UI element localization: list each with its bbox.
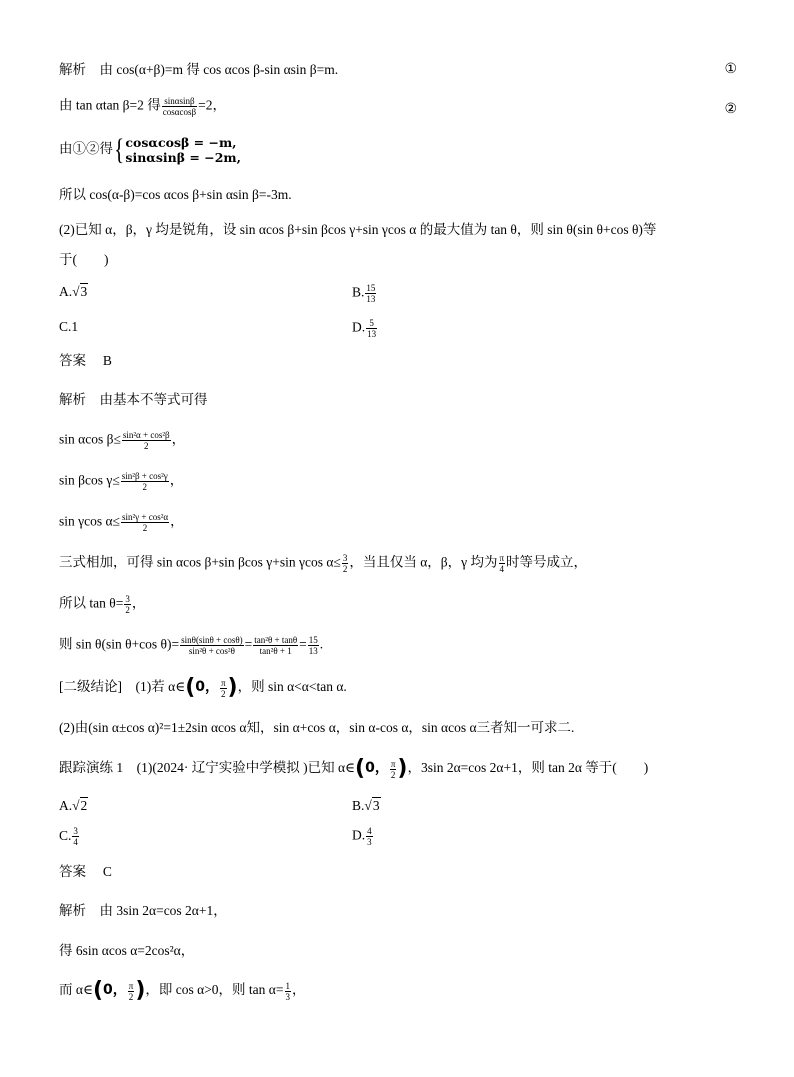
sqrt: √3 xyxy=(72,284,88,299)
answer-label: 答案 xyxy=(59,353,86,368)
numerator: sinθ(sinθ + cosθ) xyxy=(181,635,243,645)
text: 0， xyxy=(365,760,389,777)
option-c: C.1 xyxy=(59,319,79,334)
numerator: 15 xyxy=(308,635,318,645)
system-eq-2: sinαsinβ = −2m, xyxy=(125,149,242,165)
numerator: 4 xyxy=(367,826,372,836)
numerator: 1 xyxy=(285,980,290,991)
text: (1)若 α∈ xyxy=(135,679,186,695)
answer-line xyxy=(59,352,754,370)
denominator: 3 xyxy=(285,991,290,1002)
conclusion-label: [二级结论] xyxy=(59,679,122,695)
numerator: 5 xyxy=(366,318,377,329)
fraction xyxy=(121,512,169,533)
exercise-options-row-1 xyxy=(59,797,754,815)
text: 而 α∈ xyxy=(59,982,93,998)
solution-label: 解析 xyxy=(59,903,86,918)
numerator: sin²γ + cos²α xyxy=(121,512,169,522)
text: sin γcos α≤ xyxy=(59,513,120,529)
denominator: 2 xyxy=(144,441,149,451)
fraction xyxy=(285,981,292,1002)
right-paren-icon: ) xyxy=(227,675,238,700)
left-paren-icon: ( xyxy=(185,675,196,700)
numerator: 3 xyxy=(342,553,348,563)
right-paren-icon: ) xyxy=(135,978,146,1003)
fraction xyxy=(390,759,397,780)
denominator: 13 xyxy=(366,294,376,304)
text: ， xyxy=(292,982,306,998)
text: 由 tan αtan β=2 得 xyxy=(59,97,161,113)
exercise-options-row-2 xyxy=(59,826,754,847)
fraction xyxy=(128,981,135,1002)
question-2-line-2: 于( ) xyxy=(59,252,109,267)
solution-text: 由 cos(α+β)=m 得 cos αcos β-sin αsin β=m. xyxy=(99,62,339,77)
sum-line xyxy=(59,553,754,574)
text: ，则 sin α<α<tan α. xyxy=(237,679,347,695)
radicand: 3 xyxy=(372,798,380,813)
numerator: 3 xyxy=(125,594,130,604)
numerator: sinαsinβ xyxy=(162,96,197,107)
text: 0， xyxy=(195,679,219,696)
denominator: 4 xyxy=(499,564,505,574)
denominator: 4 xyxy=(73,837,78,847)
option-c xyxy=(59,826,80,847)
option-d xyxy=(352,826,374,847)
numerator: 15 xyxy=(366,283,376,293)
denominator: 13 xyxy=(308,646,318,656)
conclusion-1-line xyxy=(59,677,754,699)
numerator: sin²β + cos²γ xyxy=(121,471,168,481)
numerator: π xyxy=(499,553,505,563)
conclusion-line: 所以 cos(α-β)=cos αcos β+sin αsin β=-3m. xyxy=(59,187,292,202)
option-d xyxy=(352,318,378,339)
sqrt: √2 xyxy=(72,798,88,813)
fraction xyxy=(72,826,79,847)
fraction xyxy=(365,283,376,304)
denominator: 2 xyxy=(125,605,130,615)
sqrt: √3 xyxy=(364,798,380,813)
option-label: A. xyxy=(59,798,73,813)
tan-line xyxy=(59,594,754,615)
text: 由①②得 xyxy=(59,141,113,156)
text: sin βcos γ≤ xyxy=(59,472,120,488)
solution-text: 由 3sin 2α=cos 2α+1， xyxy=(99,903,227,918)
option-a xyxy=(59,798,88,813)
fraction xyxy=(180,635,244,656)
result-line xyxy=(59,635,754,656)
text: 所以 tan θ= xyxy=(59,595,124,611)
solution-label: 解析 xyxy=(59,392,86,407)
equation-system xyxy=(125,135,241,165)
text: sin αcos β≤ xyxy=(59,431,121,447)
numerator: sin²α + cos²β xyxy=(122,430,170,440)
text: 跟踪演练 1 (1)(2024· 辽宁实验中学模拟 )已知 α∈ xyxy=(59,760,356,776)
right-paren-icon: ) xyxy=(397,756,408,781)
inequality-2 xyxy=(59,471,754,492)
text: ，3sin 2α=cos 2α+1，则 tan 2α 等于( ) xyxy=(407,760,649,776)
text: ，当且仅当 α，β，γ 均为 xyxy=(349,554,498,570)
inequality-1 xyxy=(59,430,754,451)
text: ， xyxy=(171,431,186,447)
denominator: sin²θ + cos²θ xyxy=(188,646,235,656)
denominator: 13 xyxy=(367,329,377,339)
fraction xyxy=(162,96,197,117)
answer-label: 答案 xyxy=(59,864,86,879)
option-label: D. xyxy=(352,827,366,843)
inequality-3 xyxy=(59,512,754,533)
denominator: tan²θ + 1 xyxy=(259,646,292,656)
option-label: C. xyxy=(59,827,72,843)
solution-line-2 xyxy=(59,96,754,117)
step-3-line xyxy=(59,980,754,1002)
system-eq-1: cosαcosβ = −m, xyxy=(125,134,237,150)
left-paren-icon: ( xyxy=(92,978,104,1003)
solution-label: 解析 xyxy=(59,62,86,77)
denominator: 2 xyxy=(142,482,148,492)
option-label: B. xyxy=(352,284,365,300)
fraction xyxy=(121,471,169,492)
fraction xyxy=(122,430,171,451)
denominator: 2 xyxy=(142,523,148,533)
system-line xyxy=(59,132,754,166)
text: ，即 cos α>0，则 tan α= xyxy=(145,982,284,998)
text: 0， xyxy=(103,982,127,999)
denominator: cosαcosβ xyxy=(162,107,197,117)
numerator: π xyxy=(221,677,226,688)
answer-2-line xyxy=(59,863,754,881)
left-paren-icon: ( xyxy=(355,756,366,781)
text: 三式相加，可得 sin αcos β+sin βcos γ+sin γcos α≤ xyxy=(59,554,341,570)
question-2-line-1: (2)已知 α，β，γ 均是锐角，设 sin αcos β+sin βcos γ+sin γcos α 的最大值为 tan θ，则 sin θ(sin θ+cos θ)等 xyxy=(59,222,657,237)
text: 时等号成立， xyxy=(506,554,588,570)
denominator: 3 xyxy=(367,837,372,847)
solution-line-1 xyxy=(59,61,754,79)
step-2-line: 得 6sin αcos α=2cos²α， xyxy=(59,943,195,958)
denominator: 2 xyxy=(221,688,226,699)
equation-number-2: ② xyxy=(724,102,737,117)
conclusion-2-line: (2)由(sin α±cos α)²=1±2sin αcos α知，sin α+cos α，sin α-cos α，sin αcos α三者知一可求二. xyxy=(59,720,575,735)
denominator: 2 xyxy=(390,769,396,780)
text: ， xyxy=(169,472,184,488)
fraction xyxy=(220,678,227,699)
numerator: π xyxy=(390,758,396,769)
answer-value: C xyxy=(102,864,112,879)
numerator: π xyxy=(128,980,134,991)
fraction xyxy=(308,635,319,656)
text: 则 sin θ(sin θ+cos θ)= xyxy=(59,636,180,652)
option-b xyxy=(352,797,381,815)
text: . xyxy=(319,636,324,652)
text: ， xyxy=(170,513,184,529)
fraction xyxy=(499,553,506,574)
answer-value: B xyxy=(102,353,112,368)
solution-3-line xyxy=(59,902,754,920)
options-row-1 xyxy=(59,283,754,304)
radicand: 3 xyxy=(80,284,88,299)
equation-number-1: ① xyxy=(724,62,737,77)
solution-2-line xyxy=(59,391,754,409)
option-label: D. xyxy=(352,319,366,335)
option-label: A. xyxy=(59,284,73,299)
radicand: 2 xyxy=(80,798,88,813)
left-brace-icon: { xyxy=(114,132,125,166)
option-b xyxy=(352,283,377,304)
denominator: 2 xyxy=(128,991,134,1002)
text: = xyxy=(244,636,253,652)
denominator: 2 xyxy=(342,564,348,574)
option-label: B. xyxy=(352,798,365,813)
option-a xyxy=(59,284,88,299)
options-row-2 xyxy=(59,318,754,339)
fraction xyxy=(124,594,131,615)
fraction xyxy=(342,553,349,574)
text: = xyxy=(299,636,307,652)
fraction xyxy=(366,826,373,847)
text: ， xyxy=(131,595,146,611)
solution-text: 由基本不等式可得 xyxy=(99,392,208,407)
numerator: 3 xyxy=(73,826,78,836)
exercise-line xyxy=(59,758,754,780)
fraction xyxy=(366,318,377,339)
text: =2， xyxy=(198,97,226,113)
fraction xyxy=(253,635,298,656)
numerator: tan²θ + tanθ xyxy=(254,635,298,645)
